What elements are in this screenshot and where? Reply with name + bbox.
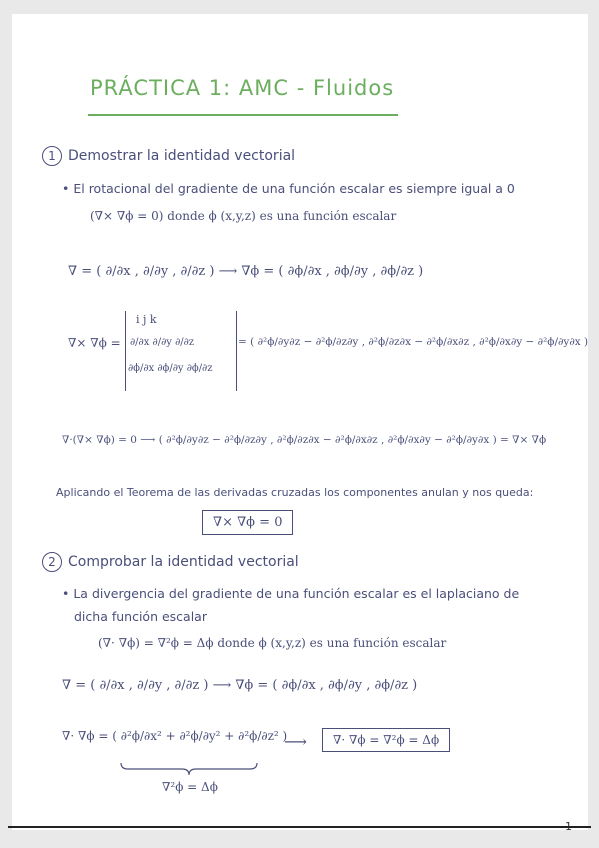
page-bottom-border: [8, 826, 591, 828]
section-1-boxed-result: ∇× ∇ϕ = 0: [202, 510, 293, 535]
curl-result: = ( ∂²ϕ/∂y∂z − ∂²ϕ/∂z∂y , ∂²ϕ/∂z∂x − ∂²ϕ/∂x∂z , ∂²ϕ/∂x∂y − ∂²ϕ/∂y∂x ): [238, 336, 589, 348]
section-1-number: 1: [42, 146, 62, 166]
curl-determinant: [125, 311, 237, 391]
curl-lhs: ∇× ∇ϕ =: [68, 336, 121, 350]
section-2-heading: [42, 552, 299, 572]
section-2-nabla-definition: ∇ = ( ∂/∂x , ∂/∂y , ∂/∂z ) ⟶ ∇ϕ = ( ∂ϕ/∂x , ∂ϕ/∂y , ∂ϕ/∂z ): [62, 678, 418, 693]
section-1-statement: (∇× ∇ϕ = 0) donde ϕ (x,y,z) es una función escalar: [90, 209, 397, 223]
section-2-bullet-line-1: • La divergencia del gradiente de una función escalar es el laplaciano de: [62, 586, 520, 601]
section-1-heading: [42, 146, 295, 166]
divergence-of-gradient: ∇· ∇ϕ = ( ∂²ϕ/∂x² + ∂²ϕ/∂y² + ∂²ϕ/∂z² ): [62, 729, 288, 743]
blank-patch: [437, 46, 572, 72]
section-2-bullet-line-2: dicha función escalar: [74, 609, 207, 624]
notebook-page: [12, 14, 588, 830]
section-1-conclusion: Aplicando el Teorema de las derivadas cruzadas los componentes anulan y nos queda:: [56, 486, 534, 499]
section-2-heading-text: Comprobar la identidad vectorial: [68, 554, 299, 570]
page-title: PRÁCTICA 1: AMC - Fluidos: [90, 76, 395, 100]
title-underline: [88, 114, 398, 116]
underbrace: [120, 762, 258, 776]
section-2-statement: (∇· ∇ϕ) = ∇²ϕ = Δϕ donde ϕ (x,y,z) es una función escalar: [98, 636, 447, 650]
section-2-number: 2: [42, 552, 62, 572]
determinant-row-derivatives: ∂/∂x ∂/∂y ∂/∂z: [130, 337, 195, 348]
section-1-heading-text: Demostrar la identidad vectorial: [68, 148, 296, 164]
divergence-of-curl: ∇·(∇× ∇ϕ) = 0 ⟶ ( ∂²ϕ/∂y∂z − ∂²ϕ/∂z∂y , ∂²ϕ/∂z∂x − ∂²ϕ/∂x∂z , ∂²ϕ/∂x∂y − ∂²ϕ/∂y∂x ) = ∇× ∇ϕ: [62, 434, 547, 446]
determinant-row-gradient: ∂ϕ/∂x ∂ϕ/∂y ∂ϕ/∂z: [128, 363, 213, 374]
determinant-row-unit-vectors: i j k: [136, 313, 157, 326]
section-1-nabla-definition: ∇ = ( ∂/∂x , ∂/∂y , ∂/∂z ) ⟶ ∇ϕ = ( ∂ϕ/∂x , ∂ϕ/∂y , ∂ϕ/∂z ): [68, 264, 424, 279]
result-arrow: ⟶: [284, 732, 307, 751]
section-1-bullet: • El rotacional del gradiente de una función escalar es siempre igual a 0: [62, 181, 515, 196]
underbrace-result: ∇²ϕ = Δϕ: [162, 780, 218, 794]
section-2-boxed-result: ∇· ∇ϕ = ∇²ϕ = Δϕ: [322, 728, 450, 752]
